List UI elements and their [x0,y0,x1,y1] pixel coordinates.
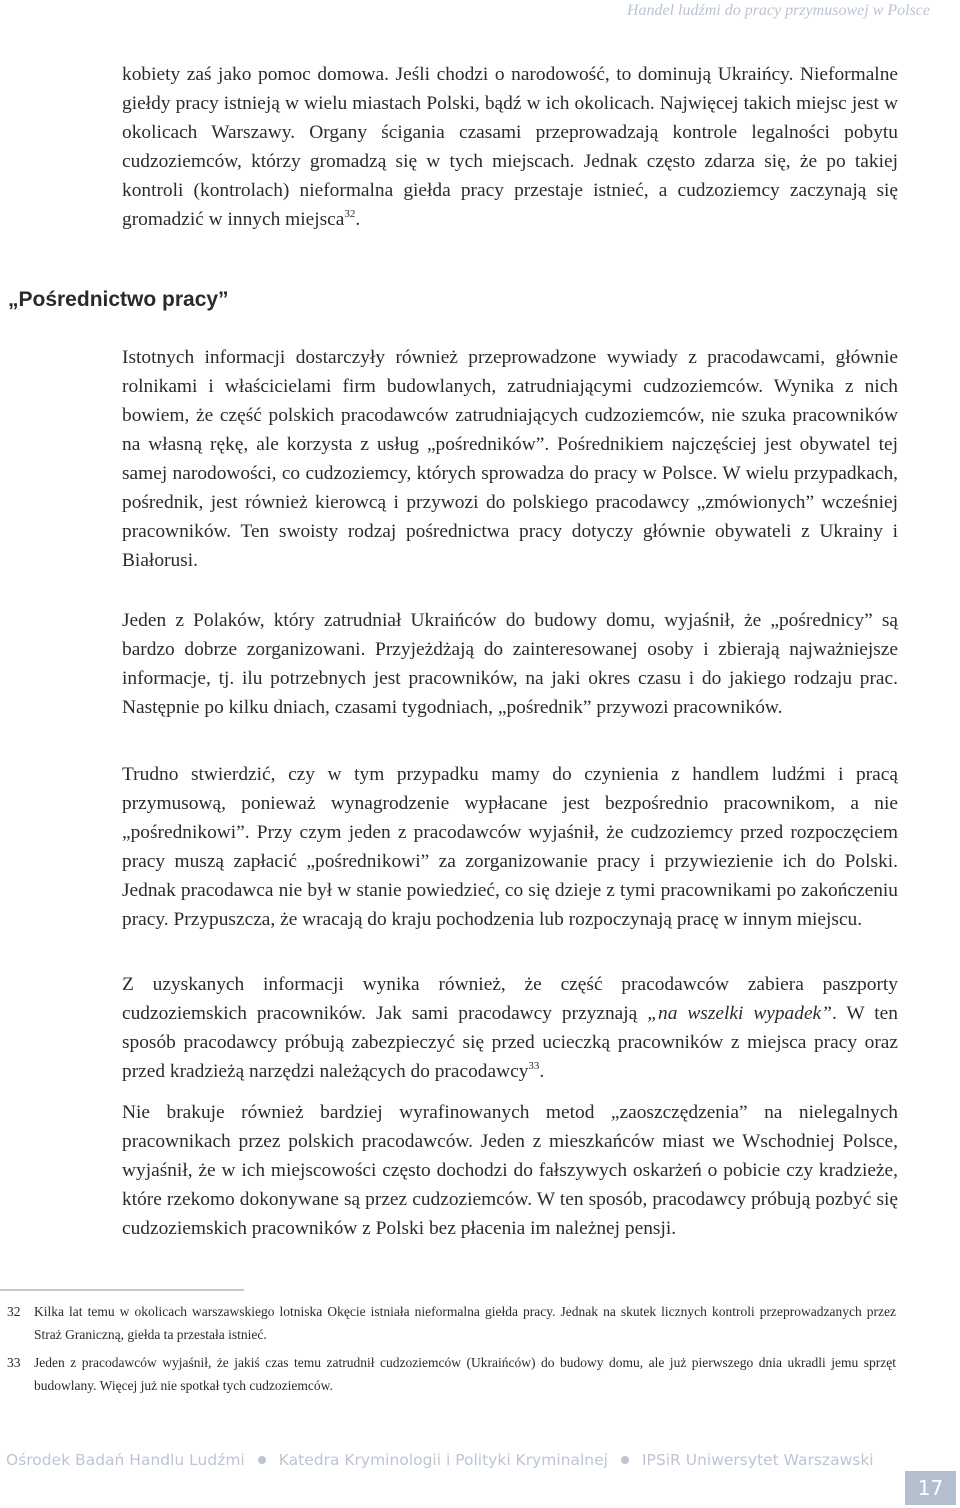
paragraph-4-period: . [539,1061,545,1082]
footnote-ref-32[interactable]: 32 [344,207,356,220]
section-title: „Pośrednictwo pracy” [8,288,229,311]
intro-paragraph [122,60,898,234]
paragraph-2 [122,606,898,722]
footnote-text: Jeden z pracodawców wyjaśnił, że jakiś czas temu zatrudnił cudzoziemców (Ukraińców) do budowy domu, ale już pierwszego dnia ukradli jemu sprzęt budowlany. Więcej już nie spotkał tych cudzoziemców. [34,1355,896,1393]
paragraph-4-quote: „na wszelki wypadek” [647,1003,832,1024]
page-footer [6,1451,874,1469]
intro-text: kobiety zaś jako pomoc domowa. Jeśli chodzi o narodowość, to dominują Ukraińcy. Nieformalne giełdy pracy istnieją w wielu miastach Polski, bądź w ich okolicach. Najwięcej takich miejsc jest w okolicach Warszawy. Organy ścigania czasami przeprowadzają kontrole legalności pobytu cudzoziemców, którzy gromadzą się w tych miejscach. Jednak często zdarza się, że po takiej kontroli (kontrolach) nieformalna giełda pracy przestaje istnieć, a cudzoziemcy zaczynają się gromadzić w innych miejsca [122,64,898,230]
paragraph-2-text: Jeden z Polaków, który zatrudniał Ukraińców do budowy domu, wyjaśnił, że „pośrednicy” są bardzo dobrze zorganizowani. Przyjeżdżają do zainteresowanej osoby i zbierają najważniejsze informacje, tj. ilu potrzebnych jest pracowników, na jaki okres czasu i do jakiego rodzaju prac. Następnie po kilku dniach, czasami tygodniach, „pośrednik” przywozi pracowników. [122,610,898,718]
footnote-ref-33[interactable]: 33 [528,1059,540,1072]
footnote-text: Kilka lat temu w okolicach warszawskiego lotniska Okęcie istniała nieformalna giełda pracy. Jednak na skutek licznych kontroli przeprowadzanych przez Straż Graniczną, giełda ta przestała istnieć. [34,1304,896,1342]
paragraph-5-text: Nie brakuje również bardziej wyrafinowanych metod „zaoszczędzenia” na nielegalnych pracownikach przez polskich pracodawców. Jeden z mieszkańców miast we Wschodniej Polsce, wyjaśnił, że w ich miejscowości często dochodzi do fałszywych oskarżeń o pobicie czy kradzieże, które rzekomo dokonywane są przez cudzoziemców. W ten sposób, pracodawcy próbują pozbyć się cudzoziemskich pracowników z Polski bez płacenia im należnej pensji. [122,1102,898,1239]
intro-end: . [355,209,361,230]
paragraph-5 [122,1098,898,1243]
paragraph-3-text: Trudno stwierdzić, czy w tym przypadku mamy do czynienia z handlem ludźmi i pracą przymusową, ponieważ wynagrodzenie wypłacane jest bezpośrednio pracownikom, a nie „pośrednikowi”. Przy czym jeden z pracodawców wyjaśnił, że cudzoziemcy przed rozpoczęciem pracy muszą zapłacić „pośrednikowi” za zorganizowanie pracy i przywiezienie ich do Polski. Jednak pracodawca nie był w stanie powiedzieć, co się dzieje z tymi pracownikami po zakończeniu pracy. Przypuszcza, że wracają do kraju pochodzenia lub rozpoczynają pracę w innym miejscu. [122,764,898,930]
footer-org-2: Katedra Kryminologii i Polityki Kryminalnej [278,1451,608,1469]
paragraph-4-end: . W ten sposób pracodawcy próbują zabezpieczyć się przed ucieczką pracowników z miejsca pracy oraz przed kradzieżą narzędzi należących do pracodawcy [122,1003,898,1082]
footnote-33 [0,1351,960,1397]
footnote-number: 33 [7,1355,21,1370]
paragraph-3 [122,760,898,934]
footnote-number: 32 [7,1304,21,1319]
footer-org-3: IPSiR Uniwersytet Warszawski [641,1451,874,1469]
bullet-dot-icon [621,1456,629,1464]
footer-org-1: Ośrodek Badań Handlu Ludźmi [6,1451,245,1469]
footnote-32 [0,1300,960,1346]
running-header: Handel ludźmi do pracy przymusowej w Polsce [626,2,930,19]
footnote-divider [0,1289,244,1291]
paragraph-4-start: Z uzyskanych informacji wynika również, że część pracodawców zabiera paszporty cudzoziemskich pracowników. Jak sami pracodawcy przyznają [122,974,898,1024]
bullet-dot-icon [258,1456,266,1464]
page-number: 17 [905,1471,956,1505]
paragraph-1-text: Istotnych informacji dostarczyły również przeprowadzone wywiady z pracodawcami, głównie rolnikami i właścicielami firm budowlanych, zatrudniającymi cudzoziemców. Wynika z nich bowiem, że część polskich pracodawców zatrudniających cudzoziemców, nie szuka pracowników na własną rękę, ale korzysta z usług „pośredników”. Pośrednikiem najczęściej jest obywatel tej samej narodowości, co cudzoziemcy, których sprowadza do pracy w Polsce. W wielu przypadkach, pośrednik, jest również kierowcą i przywozi do polskiego pracodawcy „zmówionych” wcześniej pracowników. Ten swoisty rodzaj pośrednictwa pracy dotyczy głównie obywateli z Ukrainy i Białorusi. [122,347,898,571]
paragraph-1 [122,343,898,575]
paragraph-4 [122,970,898,1086]
